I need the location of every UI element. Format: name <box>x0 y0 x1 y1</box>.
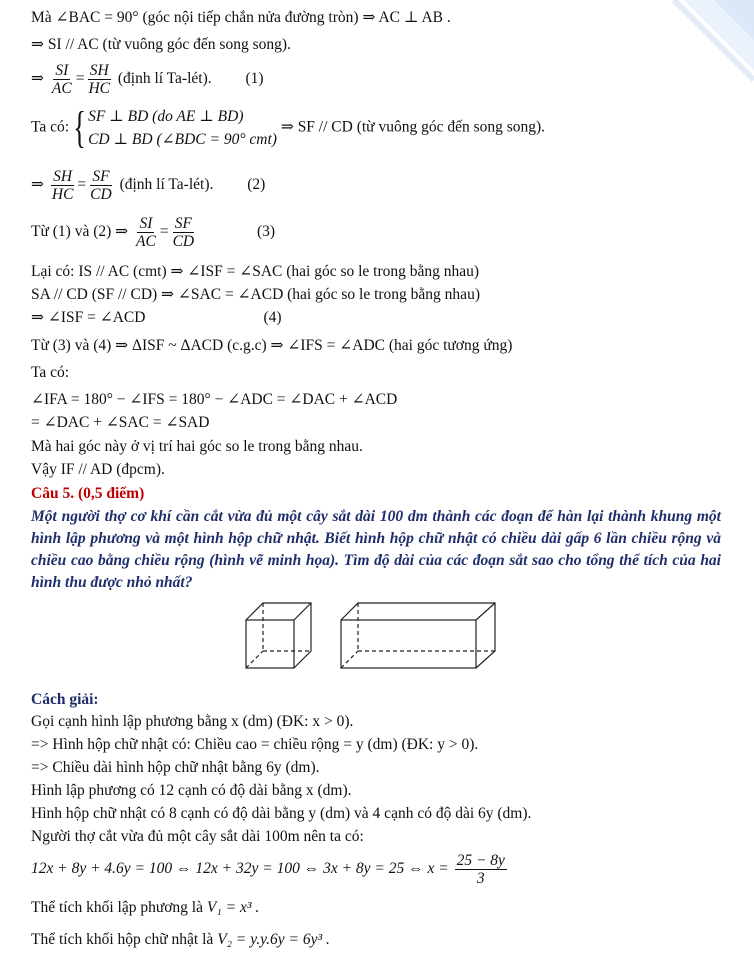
text-line: Gọi cạnh hình lập phương bằng x (dm) (ĐK: x > 0). <box>31 713 354 730</box>
fraction-line: ⇒ $\frac{SH}{HC}$ = $\frac{SF}{CD}$ (định lí Ta-lét). (2) <box>31 168 266 203</box>
text-line: ⇒ SI // AC (từ vuông góc đến song song). <box>31 36 291 53</box>
text-line: Ta có: <box>31 364 70 381</box>
cuboid-figure <box>341 603 495 668</box>
solution-heading: Cách giải: <box>31 691 99 708</box>
fraction-line: ⇒ $\frac{SI}{AC}$ = $\frac{SH}{HC}$ (định lí Ta-lét). (1) <box>31 62 264 97</box>
text-line: Vậy IF // AD (đpcm). <box>31 461 165 478</box>
text-line: Mà ∠BAC = 90° (góc nội tiếp chắn nửa đường tròn) ⇒ AC ⊥ AB . <box>31 9 451 26</box>
text-line: Thể tích khối lập phương là V₁ = x³ . <box>31 899 260 916</box>
text-line: Từ (3) và (4) ⇒ ΔISF ~ ΔACD (c.g.c) ⇒ ∠IFS = ∠ADC (hai góc tương ứng) <box>31 337 513 354</box>
text-line: Mà hai góc này ở vị trí hai góc so le trong bằng nhau. <box>31 438 363 455</box>
cube-figure <box>246 603 311 668</box>
text-line: Thể tích khối hộp chữ nhật là V₂ = y.y.6y = 6y³ . <box>31 931 330 948</box>
text-line: => Hình hộp chữ nhật có: Chiều cao = chiều rộng = y (dm) (ĐK: y > 0). <box>31 736 479 753</box>
problem-statement: Một người thợ cơ khí cần cắt vừa đủ một cây sắt dài 100 dm thành các đoạn để hàn lại thành khung một hình lập phương và một hình hộp chữ nhật. Biết hình hộp chữ nhật có chiều dài gấp 6 lần chiều rộng và chiều cao bằng chiều rộng (hình vẽ minh họa). Tìm độ dài của các đoạn sắt sao cho tổng thể tích của hai hình thu được nhỏ nhất? <box>31 508 721 591</box>
box-figures <box>243 600 523 675</box>
text-line: ∠IFA = 180° − ∠IFS = 180° − ∠ADC = ∠DAC + ∠ACD <box>31 391 398 408</box>
text-line: SA // CD (SF // CD) ⇒ ∠SAC = ∠ACD (hai góc so le trong bằng nhau) <box>31 286 480 303</box>
text-line: Hình hộp chữ nhật có 8 cạnh có độ dài bằng y (dm) và 4 cạnh có độ dài 6y (dm). <box>31 805 532 822</box>
equation-line: 12x + 8y + 4.6y = 100 ⇔ 12x + 32y = 100 ⇔ 3x + 8y = 25 ⇔ x = $\frac{25 - 8y}{3}$ <box>31 852 505 887</box>
text-line: ⇒ ∠ISF = ∠ACD (4) <box>31 309 282 326</box>
corner-decoration <box>624 0 754 110</box>
text-line: Lại có: IS // AC (cmt) ⇒ ∠ISF = ∠SAC (hai góc so le trong bằng nhau) <box>31 263 480 280</box>
text-line: = ∠DAC + ∠SAC = ∠SAD <box>31 414 210 431</box>
text-line: Người thợ cắt vừa đủ một cây sắt dài 100m nên ta có: <box>31 828 364 845</box>
system-line: Ta có: { SF ⊥ BD (do AE ⊥ BD) CD ⊥ BD (∠BDC = 90° cmt) ⇒ SF // CD (từ vuông góc đến song song). <box>31 103 546 152</box>
text-line: Hình lập phương có 12 cạnh có độ dài bằng x (dm). <box>31 782 352 799</box>
fraction-line: Từ (1) và (2) ⇒ $\frac{SI}{AC}$ = $\frac{SF}{CD}$ (3) <box>31 215 276 250</box>
text-line: => Chiều dài hình hộp chữ nhật bằng 6y (dm). <box>31 759 320 776</box>
question-heading: Câu 5. (0,5 điểm) <box>31 485 145 502</box>
